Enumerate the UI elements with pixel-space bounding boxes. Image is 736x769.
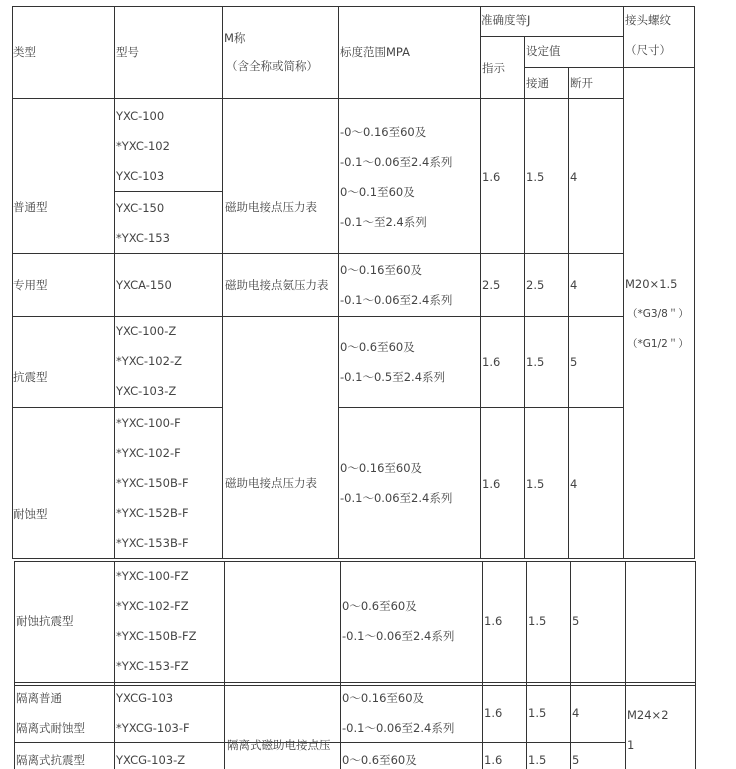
rule	[340, 561, 341, 769]
model-cell: *YXC-102	[116, 139, 170, 153]
rule	[570, 561, 571, 769]
disconnect-cell: 4	[570, 170, 578, 184]
connect-cell: 1.5	[528, 706, 547, 720]
indicate-cell: 2.5	[482, 278, 501, 292]
rule	[12, 253, 624, 254]
thread-cell: 1	[627, 738, 635, 752]
thread-cell: （*G1/2＂）	[627, 338, 689, 350]
model-cell: *YXC-153	[116, 231, 170, 245]
range-cell: 0～0.6至60及	[342, 599, 417, 613]
indicate-cell: 1.6	[484, 614, 503, 628]
rule	[14, 682, 696, 683]
model-cell: *YXC-150B-F	[116, 476, 189, 490]
header-disconnect: 断开	[570, 76, 593, 90]
range-cell: -0.1～0.06至2.4系列	[340, 491, 453, 505]
disconnect-cell: 5	[572, 753, 580, 767]
type-cell: 抗震型	[13, 370, 48, 384]
rule	[114, 191, 222, 192]
rule	[222, 6, 223, 559]
disconnect-cell: 5	[570, 355, 578, 369]
rule	[14, 561, 696, 562]
rule	[12, 407, 222, 408]
thread-cell: M20×1.5	[625, 277, 678, 291]
range-cell: -0.1～0.06至2.4系列	[340, 155, 453, 169]
type-cell: 隔离式耐蚀型	[16, 721, 85, 735]
name-cell: 磁助电接点压力表	[225, 200, 317, 214]
name-cell: 隔离式磁助电接点压	[227, 738, 331, 752]
model-cell: *YXC-100-F	[116, 416, 181, 430]
model-cell: YXCG-103	[116, 691, 174, 705]
range-cell: 0～0.16至60及	[340, 461, 423, 475]
connect-cell: 1.5	[526, 355, 545, 369]
header-thread-sub: （尺寸）	[625, 43, 671, 57]
model-cell: YXC-103-Z	[116, 384, 177, 398]
thread-cell: （*G3/8＂）	[627, 308, 689, 320]
rule	[12, 316, 624, 317]
model-cell: *YXC-150B-FZ	[116, 629, 197, 643]
thread-cell: M24×2	[627, 708, 669, 722]
header-model: 型号	[116, 45, 139, 59]
rule	[624, 67, 694, 68]
model-cell: *YXC-100-FZ	[116, 569, 189, 583]
range-cell: -0.1～0.5至2.4系列	[340, 370, 446, 384]
type-cell: 普通型	[13, 200, 48, 214]
connect-cell: 1.5	[528, 753, 547, 767]
type-cell: 隔离普通	[16, 691, 62, 705]
rule	[480, 6, 481, 559]
type-cell: 耐蚀型	[13, 507, 48, 521]
range-cell: -0.1～0.06至2.4系列	[342, 629, 455, 643]
model-cell: *YXCG-103-F	[116, 721, 190, 735]
header-accuracy: 准确度等J	[481, 13, 531, 27]
header-setting: 设定值	[526, 44, 561, 58]
rule	[482, 561, 483, 769]
model-cell: *YXC-102-FZ	[116, 599, 189, 613]
indicate-cell: 1.6	[482, 170, 501, 184]
rule	[14, 685, 696, 686]
rule	[694, 6, 695, 559]
rule	[524, 36, 525, 559]
model-cell: *YXC-152B-F	[116, 506, 189, 520]
rule	[695, 561, 696, 769]
type-cell: 耐蚀抗震型	[16, 614, 74, 628]
rule	[625, 561, 626, 769]
model-cell: YXC-103	[116, 169, 165, 183]
disconnect-cell: 4	[572, 706, 580, 720]
type-cell: 隔离式抗震型	[16, 753, 85, 767]
range-cell: -0.1～至2.4系列	[340, 215, 427, 229]
range-cell: 0～0.6至60及	[342, 753, 417, 767]
name-cell: 磁助电接点压力表	[225, 476, 317, 490]
indicate-cell: 1.6	[484, 706, 503, 720]
header-name-sub: （含全称或简称）	[226, 59, 318, 73]
connect-cell: 2.5	[526, 278, 545, 292]
indicate-cell: 1.6	[484, 753, 503, 767]
rule	[12, 98, 624, 99]
rule	[480, 36, 624, 37]
header-connect: 接通	[526, 76, 549, 90]
header-range: 标度范围MPA	[340, 45, 410, 59]
connect-cell: 1.5	[526, 170, 545, 184]
model-cell: *YXC-153-FZ	[116, 659, 189, 673]
rule	[114, 6, 115, 559]
model-cell: *YXC-153B-F	[116, 536, 189, 550]
model-cell: YXCG-103-Z	[116, 753, 186, 767]
rule	[623, 6, 624, 559]
header-indicate: 指示	[482, 61, 505, 75]
model-cell: *YXC-102-Z	[116, 354, 182, 368]
range-cell: 0～0.6至60及	[340, 340, 415, 354]
range-cell: 0～0.16至60及	[342, 691, 425, 705]
rule	[524, 67, 624, 68]
indicate-cell: 1.6	[482, 477, 501, 491]
model-cell: *YXC-102-F	[116, 446, 181, 460]
model-cell: YXC-100-Z	[116, 324, 177, 338]
range-cell: -0.1～0.06至2.4系列	[340, 293, 453, 307]
indicate-cell: 1.6	[482, 355, 501, 369]
range-cell: 0～0.16至60及	[340, 263, 423, 277]
header-type: 类型	[13, 45, 36, 59]
disconnect-cell: 5	[572, 614, 580, 628]
range-cell: -0.1～0.06至2.4系列	[342, 721, 455, 735]
rule	[14, 561, 15, 769]
rule	[114, 561, 115, 769]
rule	[338, 6, 339, 559]
disconnect-cell: 4	[570, 477, 578, 491]
rule	[526, 561, 527, 769]
header-thread: 接头螺纹	[625, 13, 671, 27]
model-cell: YXCA-150	[116, 278, 172, 292]
connect-cell: 1.5	[528, 614, 547, 628]
type-cell: 专用型	[13, 278, 48, 292]
disconnect-cell: 4	[570, 278, 578, 292]
connect-cell: 1.5	[526, 477, 545, 491]
rule	[568, 67, 569, 559]
header-name: M称	[224, 31, 246, 45]
model-cell: YXC-150	[116, 201, 165, 215]
rule	[224, 561, 225, 769]
name-cell: 磁助电接点氨压力表	[225, 278, 329, 292]
rule	[338, 407, 624, 408]
range-cell: 0～0.1至60及	[340, 185, 415, 199]
model-cell: YXC-100	[116, 109, 165, 123]
range-cell: -0～0.16至60及	[340, 125, 427, 139]
